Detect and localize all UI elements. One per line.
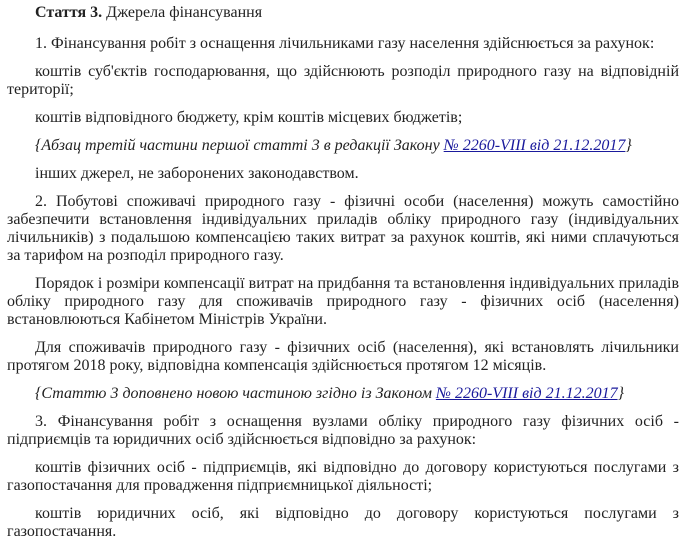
article-heading [7,4,679,22]
amendment-note-2: {Статтю 3 доповнено новою частиною згідно із Законом № 2260-VIII від 21.12.2017} [35,385,624,402]
paragraph-8: 3. Фінансування робіт з оснащення вузлами обліку природного газу фізичних осіб - підприємців та юридичних осіб здійснюється відповідно за рахунок: [7,413,679,448]
article-number: Стаття 3. [35,4,103,21]
paragraph-2: коштів суб'єктів господарювання, що здійснюють розподіл природного газу на відповідній території; [7,63,679,98]
paragraph-9: коштів фізичних осіб - підприємців, які відповідно до договору користуються послугами з газопостачання для провадження підприємницької діяльності; [7,459,679,494]
amendment-note-1: {Абзац третій частини першої статті 3 в редакції Закону № 2260-VIII від 21.12.2017} [35,137,632,154]
paragraph-3: коштів відповідного бюджету, крім коштів місцевих бюджетів; [35,109,463,126]
paragraph-4: інших джерел, не заборонених законодавством. [35,165,359,182]
article-title: Джерела фінансування [102,4,263,21]
paragraph-5: 2. Побутові споживачі природного газу - фізичні особи (населення) можуть самостійно забезпечити встановлення індивідуальних приладів обліку природного газу (індивідуальних лічильників) з подальшою компенсацією таких витрат за рахунок коштів, які ними сплачуються за тарифом на розподіл природного газу. [7,193,679,264]
paragraph-10: коштів юридичних осіб, які відповідно до договору користуються послугами з газопостачання. [7,505,679,540]
paragraph-7: Для споживачів природного газу - фізичних осіб (населення), які встановлять лічильники протягом 2018 року, відповідна компенсація здійснюється протягом 12 місяців. [7,339,679,374]
paragraph-1: 1. Фінансування робіт з оснащення лічильниками газу населення здійснюється за рахунок: [35,35,655,52]
paragraph-6: Порядок і розміри компенсації витрат на придбання та встановлення індивідуальних приладів обліку природного газу для споживачів природного газу - фізичних осіб (населення) встановлюються Кабінетом Міністрів України. [7,275,679,328]
law-link-2260-viii[interactable]: № 2260-VIII від 21.12.2017 [443,137,626,154]
law-link-2260-viii[interactable]: № 2260-VIII від 21.12.2017 [435,385,618,402]
